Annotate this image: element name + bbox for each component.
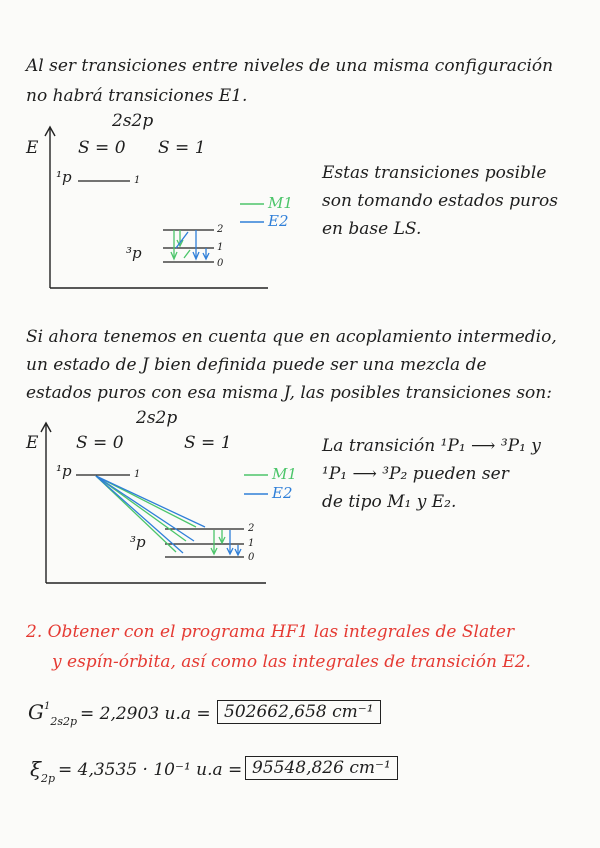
paragraph-2-line-1: Si ahora tenemos en cuenta que en acoplamiento intermedio,	[26, 327, 557, 347]
note-2-line-1: La transición ¹P₁ ⟶ ³P₁ y	[322, 436, 541, 456]
legend-e2-label-1: E2	[268, 212, 289, 230]
level-3p-label-2: ³p	[130, 533, 146, 551]
g-integral-value: = 2,2903 u.a =	[80, 704, 211, 724]
level-3p-j1-2: 1	[248, 538, 255, 549]
task-2-line-2: y espín-órbita, así como las integrales de transición E2.	[52, 652, 531, 672]
level-1p-j-1: 1	[134, 175, 141, 186]
zeta-sub: 2p	[41, 772, 56, 785]
level-1p-label-1: ¹p	[56, 168, 72, 186]
zeta-value: = 4,3535 · 10⁻¹ u.a =	[58, 760, 243, 780]
note-1-line-1: Estas transiciones posible	[322, 163, 547, 183]
legend-m1-label-1: M1	[268, 194, 293, 212]
energy-axis-label-1: E	[26, 138, 39, 158]
spin-s1-label-1: S = 1	[158, 138, 206, 158]
task-2-line-1: 2. Obtener con el programa HF1 las integrales de Slater	[26, 622, 515, 642]
note-1-line-2: son tomando estados puros	[322, 191, 559, 211]
intro-line-2: no habrá transiciones E1.	[26, 86, 248, 106]
level-3p-j0-2: 0	[248, 552, 255, 563]
g-integral-sup: 1	[43, 701, 51, 712]
level-3p-j2-2: 2	[248, 523, 255, 534]
config-label-1: 2s2p	[112, 111, 154, 131]
level-1p-label-2: ¹p	[56, 462, 72, 480]
level-3p-j1-1: 1	[217, 242, 224, 253]
paragraph-2-line-2: un estado de J bien definida puede ser una mezcla de	[26, 355, 487, 375]
level-3p-j2-1: 2	[217, 224, 224, 235]
zeta-result-box: 95548,826 cm⁻¹	[245, 756, 398, 780]
g-integral-result-box: 502662,658 cm⁻¹	[217, 700, 381, 724]
note-2-line-3: de tipo M₁ y E₂.	[322, 492, 457, 512]
spin-s0-label-2: S = 0	[76, 433, 124, 453]
note-2-line-2: ¹P₁ ⟶ ³P₂ pueden ser	[322, 464, 509, 484]
zeta-symbol: $\xi_{2p}$	[30, 757, 56, 785]
level-3p-j0-1: 0	[217, 258, 224, 269]
g-integral-sub: 2s2p	[50, 715, 78, 728]
intro-line-1: Al ser transiciones entre niveles de una misma configuración	[26, 56, 554, 76]
g-integral-symbol: $G^1_{2s2p}$	[28, 700, 78, 728]
level-1p-j-2: 1	[134, 469, 141, 480]
legend-m1-label-2: M1	[272, 465, 297, 483]
spin-s1-label-2: S = 1	[184, 433, 232, 453]
energy-axis-label-2: E	[26, 433, 39, 453]
paragraph-2-line-3: estados puros con esa misma J, las posibles transiciones son:	[26, 383, 552, 403]
legend-e2-label-2: E2	[272, 484, 293, 502]
note-1-line-3: en base LS.	[322, 219, 422, 239]
level-3p-label-1: ³p	[126, 244, 142, 262]
config-label-2: 2s2p	[136, 408, 178, 428]
spin-s0-label-1: S = 0	[78, 138, 126, 158]
